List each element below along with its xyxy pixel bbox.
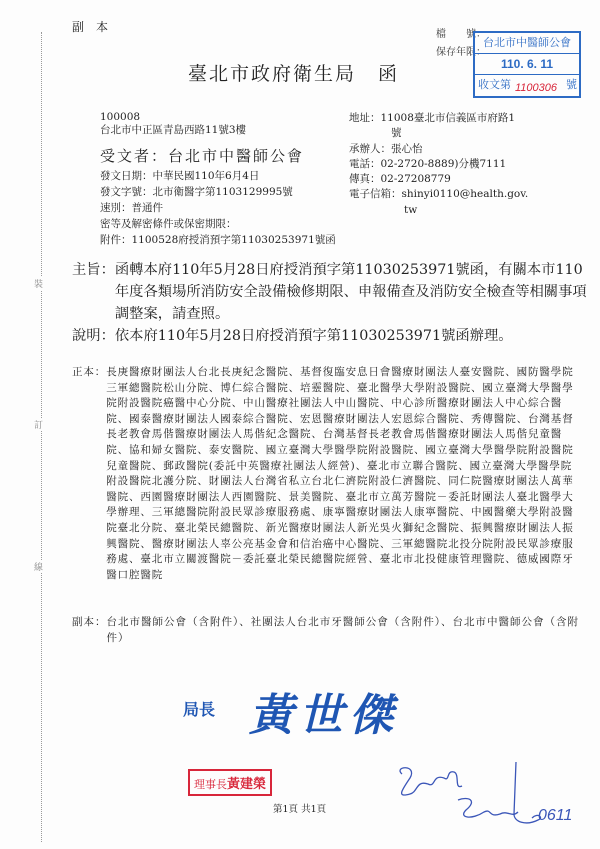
stamp-org: 台北市中醫師公會: [475, 33, 579, 54]
handler: 承辦人：張心怡: [349, 142, 423, 155]
handwritten-initials: [388, 760, 588, 840]
binding-line: [41, 32, 42, 842]
recipient: 受文者：台北市中醫師公會: [100, 147, 305, 165]
subject-text: 函轉本府110年5月28日府授消預字第11030253971號函，有關本市110年度各類場所消防安全設備檢修期限、申報備查及消防安全檢查等相關事項調整案，請查照。: [114, 262, 587, 322]
stamp-number-row: [475, 75, 579, 95]
cc-label: 副本：: [72, 616, 107, 628]
initials-stroke: [400, 768, 462, 795]
subject-section: [72, 259, 587, 347]
email-cont: tw: [404, 203, 418, 216]
issue-date: 發文日期：中華民國110年6月4日: [100, 170, 260, 182]
subject-label: 主旨：: [72, 262, 115, 278]
stamp-suffix: 號: [566, 78, 577, 91]
subject-row: [72, 259, 587, 325]
page-title: [188, 59, 399, 86]
stamp-number: 1100306: [515, 82, 558, 94]
security-level: 密等及解密條件或保密期限：: [100, 218, 237, 230]
sender-right: [349, 111, 569, 218]
director-signature: 黃世傑: [249, 690, 399, 741]
agency-address: 地址：11008臺北市信義區市府路1: [349, 112, 516, 124]
issue-number: 發文字號：北市衛醫字第1103129995號: [100, 186, 293, 198]
distribution-label: 正本：: [72, 366, 107, 378]
sender-left: [100, 111, 246, 136]
distribution-section: [72, 365, 582, 583]
receipt-stamp: [473, 31, 581, 98]
agency-name: 臺北市政府衛生局: [188, 63, 357, 85]
explanation-label: 說明：: [72, 328, 115, 344]
distribution-text: 長庚醫療財團法人台北長庚紀念醫院、基督復臨安息日會醫療財團法人臺安醫院、國防醫學院三軍總醫院松山分院、博仁綜合醫院、培靈醫院、臺北醫學大學附設醫院、國立臺灣大學醫學院附設醫院癌醫中心分院、中山醫療社團法人中山醫院、中心診所醫療財團法人中心綜合醫院、國泰醫療財團法人國泰綜合醫院、宏恩醫療財團法人宏恩綜合醫院、秀傳醫院、台灣基督長老教會馬偕醫療財團法人馬偕紀念醫院、台灣基督長老教會馬偕醫療財團法人馬偕兒童醫院、協和婦女醫院、泰安醫院、國立臺灣大學醫學院附設醫院、國立臺灣大學醫學院附設醫院兒童醫院、郵政醫院(委託中英醫療社團法人經營)、臺北市立聯合醫院、國立臺灣大學醫學院附設醫院北護分院、財團法人台灣省私立台北仁濟院附設仁濟醫院、同仁院醫療財團法人萬華醫院、西園醫療財團法人西園醫院、景美醫院、臺北市立萬芳醫院－委託財團法人臺北醫學大學辦理、三軍總醫院附設民眾診療服務處、康寧醫療財團法人康寧醫院、中國醫藥大學附設醫院臺北分院、臺北榮民總醫院、新光醫療財團法人新光吳火獅紀念醫院、振興醫療財團法人振興醫院、醫療財團法人辜公亮基金會和信治癌中心醫院、三軍總醫院北投分院附設民眾診療服務處、臺北市立關渡醫院－委託臺北榮民總醫院經營、臺北市北投健康管理醫院、德威國際牙醫口腔醫院: [106, 366, 574, 581]
handwritten-date: 0611: [538, 807, 573, 824]
file-number-label: 檔 號：: [436, 29, 486, 40]
binding-char: 線: [34, 560, 43, 573]
stamp-label: 收文第: [478, 78, 511, 91]
explanation-row: [72, 325, 587, 347]
initials-stroke: [514, 762, 540, 823]
signature-title: 局長: [183, 700, 216, 719]
initials-stroke: [458, 798, 518, 817]
agency-address-cont: 號: [391, 127, 402, 140]
doc-type: 函: [378, 63, 400, 85]
cc-section: [72, 615, 582, 646]
explanation-text: 依本府110年5月28日府授消預字第11030253971號函辦理。: [114, 328, 513, 344]
page-number: 第1頁 共1頁: [273, 804, 327, 815]
document-meta: [100, 168, 336, 248]
cc-text: 台北市醫師公會（含附件）、社團法人台北市牙醫師公會（含附件）、台北市中醫師公會（含附件）: [106, 616, 579, 644]
sender-address: 台北市中正區青島西路11號3樓: [100, 123, 247, 136]
seal-name: 黃建榮: [227, 777, 267, 792]
phone: 電話：02-2720-8889)分機7111: [349, 157, 507, 170]
chairman-seal: [188, 769, 272, 796]
postal-code: 100008: [100, 111, 141, 123]
email[interactable]: 電子信箱：shinyi0110@health.gov.: [349, 188, 529, 201]
retention-label: 保存年限：: [436, 47, 486, 58]
binding-char: 訂: [34, 418, 43, 431]
speed: 速別：普通件: [100, 202, 163, 214]
seal-title: 理事長: [194, 778, 227, 791]
attachment: 附件：1100528府授消預字第11030253971號函: [100, 234, 336, 246]
stamp-date: 110. 6. 11: [475, 54, 579, 75]
fax: 傳真：02-27208779: [349, 173, 451, 186]
binding-char: 裝: [34, 277, 43, 290]
copy-mark: 副本: [72, 20, 121, 34]
